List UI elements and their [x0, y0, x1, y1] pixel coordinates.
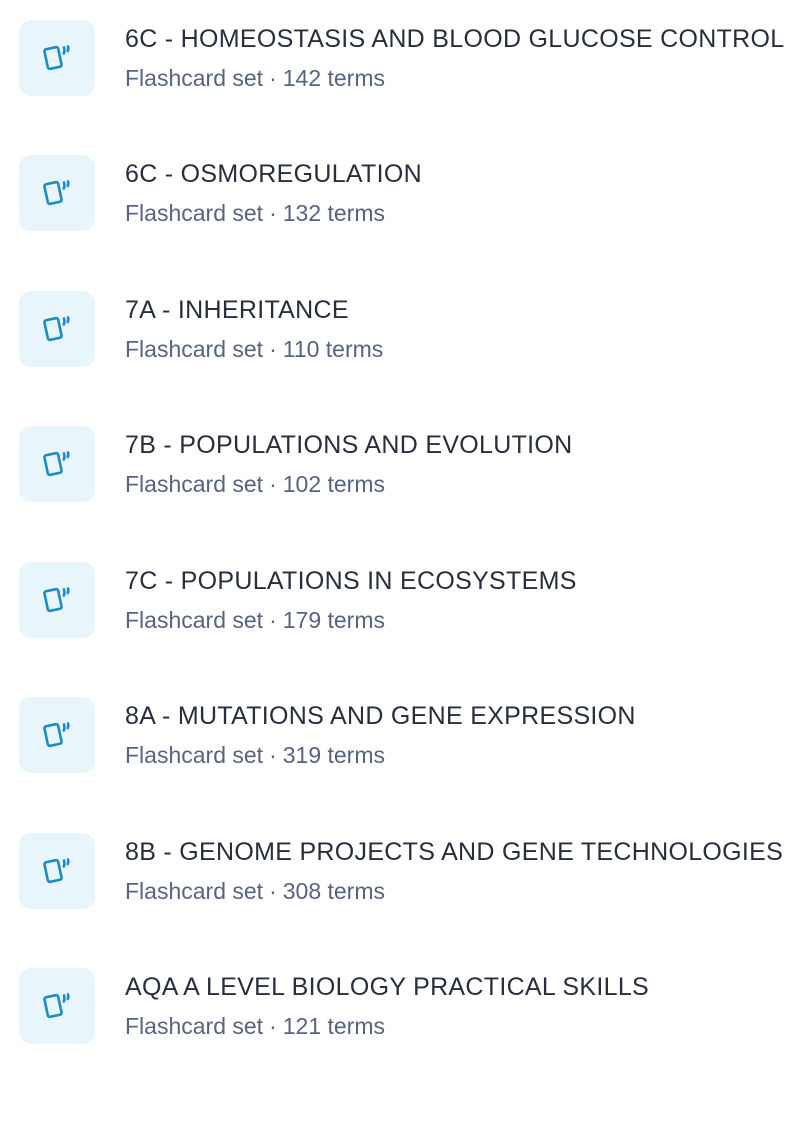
list-item[interactable] — [0, 135, 794, 235]
flashcard-set-icon — [19, 968, 95, 1044]
flashcard-set-icon — [19, 426, 95, 502]
list-item[interactable] — [0, 677, 794, 777]
meta-separator: · — [269, 742, 277, 768]
term-count: 142 terms — [282, 65, 385, 91]
term-count: 179 terms — [282, 607, 385, 633]
set-type: Flashcard set — [125, 65, 264, 91]
term-count: 319 terms — [282, 742, 385, 768]
set-title[interactable]: 8A - MUTATIONS AND GENE EXPRESSION — [125, 702, 636, 730]
set-type: Flashcard set — [125, 471, 264, 497]
set-title[interactable]: 7A - INHERITANCE — [125, 296, 349, 324]
term-count: 308 terms — [282, 878, 385, 904]
set-title[interactable]: 7C - POPULATIONS IN ECOSYSTEMS — [125, 567, 577, 595]
flashcard-set-icon — [19, 291, 95, 367]
set-title[interactable]: 7B - POPULATIONS AND EVOLUTION — [125, 431, 573, 459]
term-count: 110 terms — [282, 336, 384, 362]
meta-separator: · — [269, 65, 277, 91]
list-item[interactable] — [0, 542, 794, 642]
meta-separator: · — [269, 607, 277, 633]
set-type: Flashcard set — [125, 878, 264, 904]
set-title[interactable]: 8B - GENOME PROJECTS AND GENE TECHNOLOGIES — [125, 838, 784, 866]
set-meta — [125, 200, 385, 227]
flashcard-set-icon — [19, 155, 95, 231]
term-count: 102 terms — [282, 471, 385, 497]
term-count: 121 terms — [282, 1013, 385, 1039]
list-item[interactable] — [0, 948, 794, 1048]
flashcard-set-icon — [19, 697, 95, 773]
set-type: Flashcard set — [125, 336, 264, 362]
set-title[interactable]: 6C - HOMEOSTASIS AND BLOOD GLUCOSE CONTROL — [125, 25, 785, 53]
set-meta — [125, 1013, 385, 1040]
set-meta — [125, 471, 385, 498]
set-type: Flashcard set — [125, 1013, 264, 1039]
set-meta — [125, 607, 385, 634]
meta-separator: · — [269, 1013, 277, 1039]
list-item[interactable] — [0, 813, 794, 913]
set-meta — [125, 878, 385, 905]
list-item[interactable] — [0, 0, 794, 100]
flashcard-set-icon — [19, 562, 95, 638]
set-type: Flashcard set — [125, 742, 264, 768]
set-type: Flashcard set — [125, 607, 264, 633]
set-meta — [125, 336, 383, 363]
set-title[interactable]: 6C - OSMOREGULATION — [125, 160, 422, 188]
meta-separator: · — [269, 878, 277, 904]
list-item[interactable] — [0, 271, 794, 371]
term-count: 132 terms — [282, 200, 385, 226]
meta-separator: · — [269, 336, 277, 362]
flashcard-set-icon — [19, 833, 95, 909]
flashcard-set-icon — [19, 20, 95, 96]
set-meta — [125, 742, 385, 769]
meta-separator: · — [269, 200, 277, 226]
list-item[interactable] — [0, 406, 794, 506]
set-type: Flashcard set — [125, 200, 264, 226]
set-title[interactable]: AQA A LEVEL BIOLOGY PRACTICAL SKILLS — [125, 973, 650, 1001]
meta-separator: · — [269, 471, 277, 497]
set-meta — [125, 65, 385, 92]
